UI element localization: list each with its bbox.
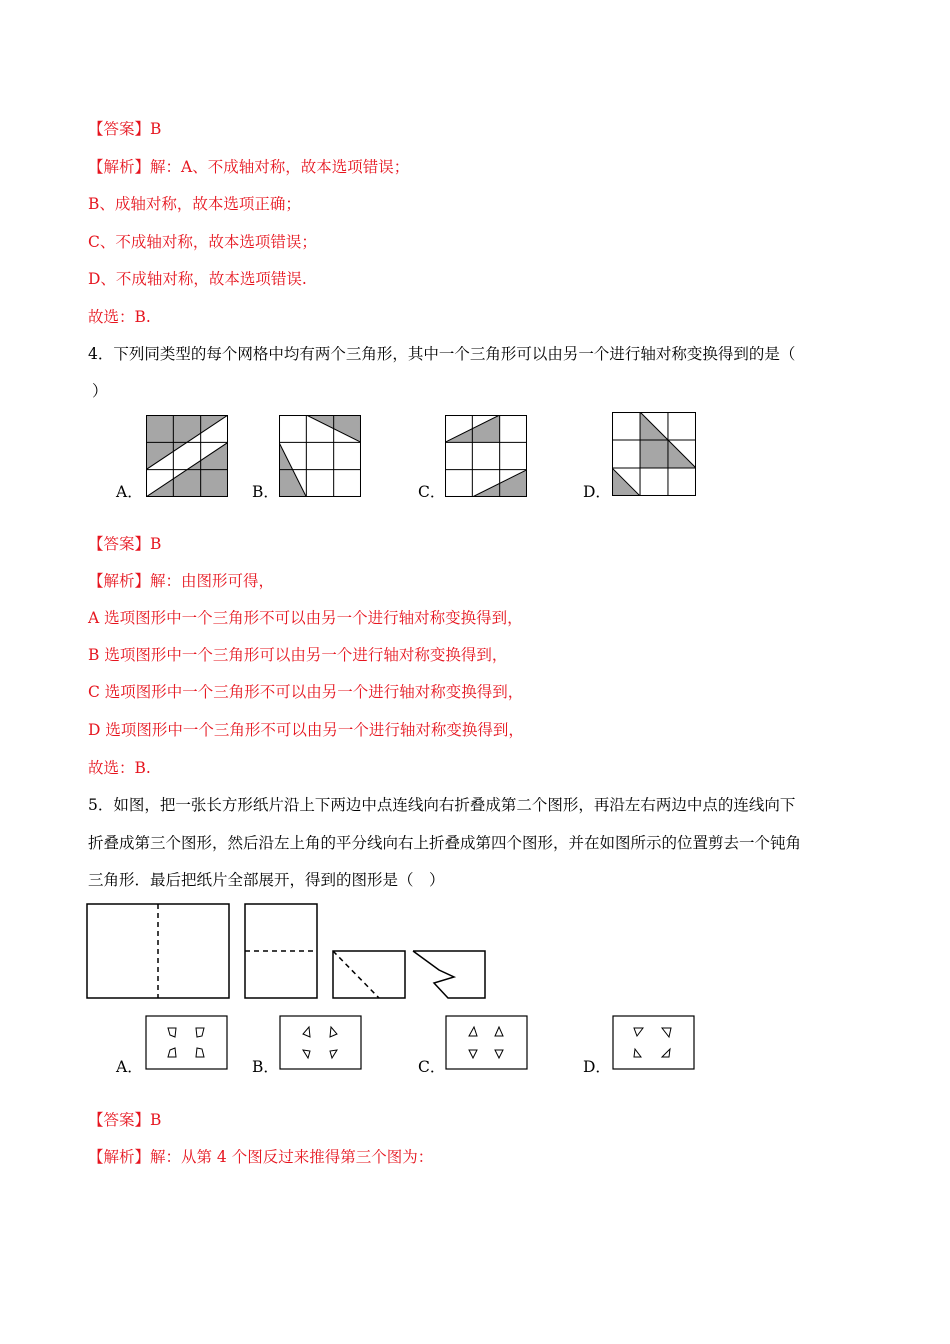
q5-question-line3: 三角形．最后把纸片全部展开，得到的图形是（ ）: [88, 871, 445, 889]
q4-option-c-grid: [445, 415, 527, 497]
q5-question-line1: 5．如图，把一张长方形纸片沿上下两边中点连线向右折叠成第二个图形，再沿左右两边中点的连线向下: [88, 796, 796, 814]
q5-option-b-figure: [279, 1015, 363, 1071]
q5-question-line2: 折叠成第三个图形，然后沿左上角的平分线向右上折叠成第四个图形，并在如图所示的位置剪去一个钝角: [88, 834, 802, 852]
q4-option-c-label: C．: [418, 483, 446, 501]
q5-option-d-figure: [612, 1015, 696, 1071]
q4-line-c: C 选项图形中一个三角形不可以由另一个进行轴对称变换得到，: [88, 683, 524, 701]
fold-step-4-figure: [410, 950, 488, 1000]
q5-option-b-label: B．: [252, 1058, 279, 1076]
q4-line-a: A 选项图形中一个三角形不可以由另一个进行轴对称变换得到，: [88, 609, 523, 627]
q4-choose: 故选：B.: [88, 759, 151, 777]
fold-step-2-figure: [244, 903, 319, 1000]
q4-line-b: B 选项图形中一个三角形可以由另一个进行轴对称变换得到，: [88, 646, 508, 664]
q5-option-c-label: C．: [418, 1058, 446, 1076]
q4-analysis: 【解析】解：由图形可得，: [88, 572, 275, 590]
q5-option-d-label: D．: [583, 1058, 611, 1076]
q5-analysis: 【解析】解：从第 4 个图反过来推得第三个图为：: [88, 1148, 434, 1166]
q3-line-d: D、不成轴对称，故本选项错误.: [88, 270, 307, 288]
q4-question-line2: ）: [92, 382, 108, 400]
q3-line-c: C、不成轴对称，故本选项错误；: [88, 233, 317, 251]
q4-option-d-grid: [612, 412, 696, 496]
q4-option-d-label: D．: [583, 483, 611, 501]
q4-option-a-grid: [146, 415, 228, 497]
q4-option-a-label: A．: [116, 483, 143, 501]
q3-analysis: 【解析】解：A、不成轴对称，故本选项错误；: [88, 158, 410, 176]
q5-option-a-figure: [145, 1015, 229, 1071]
q5-answer: 【答案】B: [88, 1111, 162, 1129]
q4-answer: 【答案】B: [88, 535, 162, 553]
q5-option-a-label: A．: [116, 1058, 143, 1076]
q4-option-b-label: B．: [252, 483, 279, 501]
fold-step-1-figure: [86, 903, 231, 1000]
fold-step-3-figure: [332, 950, 407, 1000]
q3-choose: 故选：B.: [88, 308, 151, 326]
q4-question-line1: 4．下列同类型的每个网格中均有两个三角形，其中一个三角形可以由另一个进行轴对称变换得到的是（: [88, 345, 796, 363]
q4-option-b-grid: [279, 415, 361, 497]
q3-answer: 【答案】B: [88, 120, 162, 138]
q3-line-b: B、成轴对称，故本选项正确；: [88, 195, 301, 213]
q5-option-c-figure: [445, 1015, 529, 1071]
q4-line-d: D 选项图形中一个三角形不可以由另一个进行轴对称变换得到，: [88, 721, 524, 739]
